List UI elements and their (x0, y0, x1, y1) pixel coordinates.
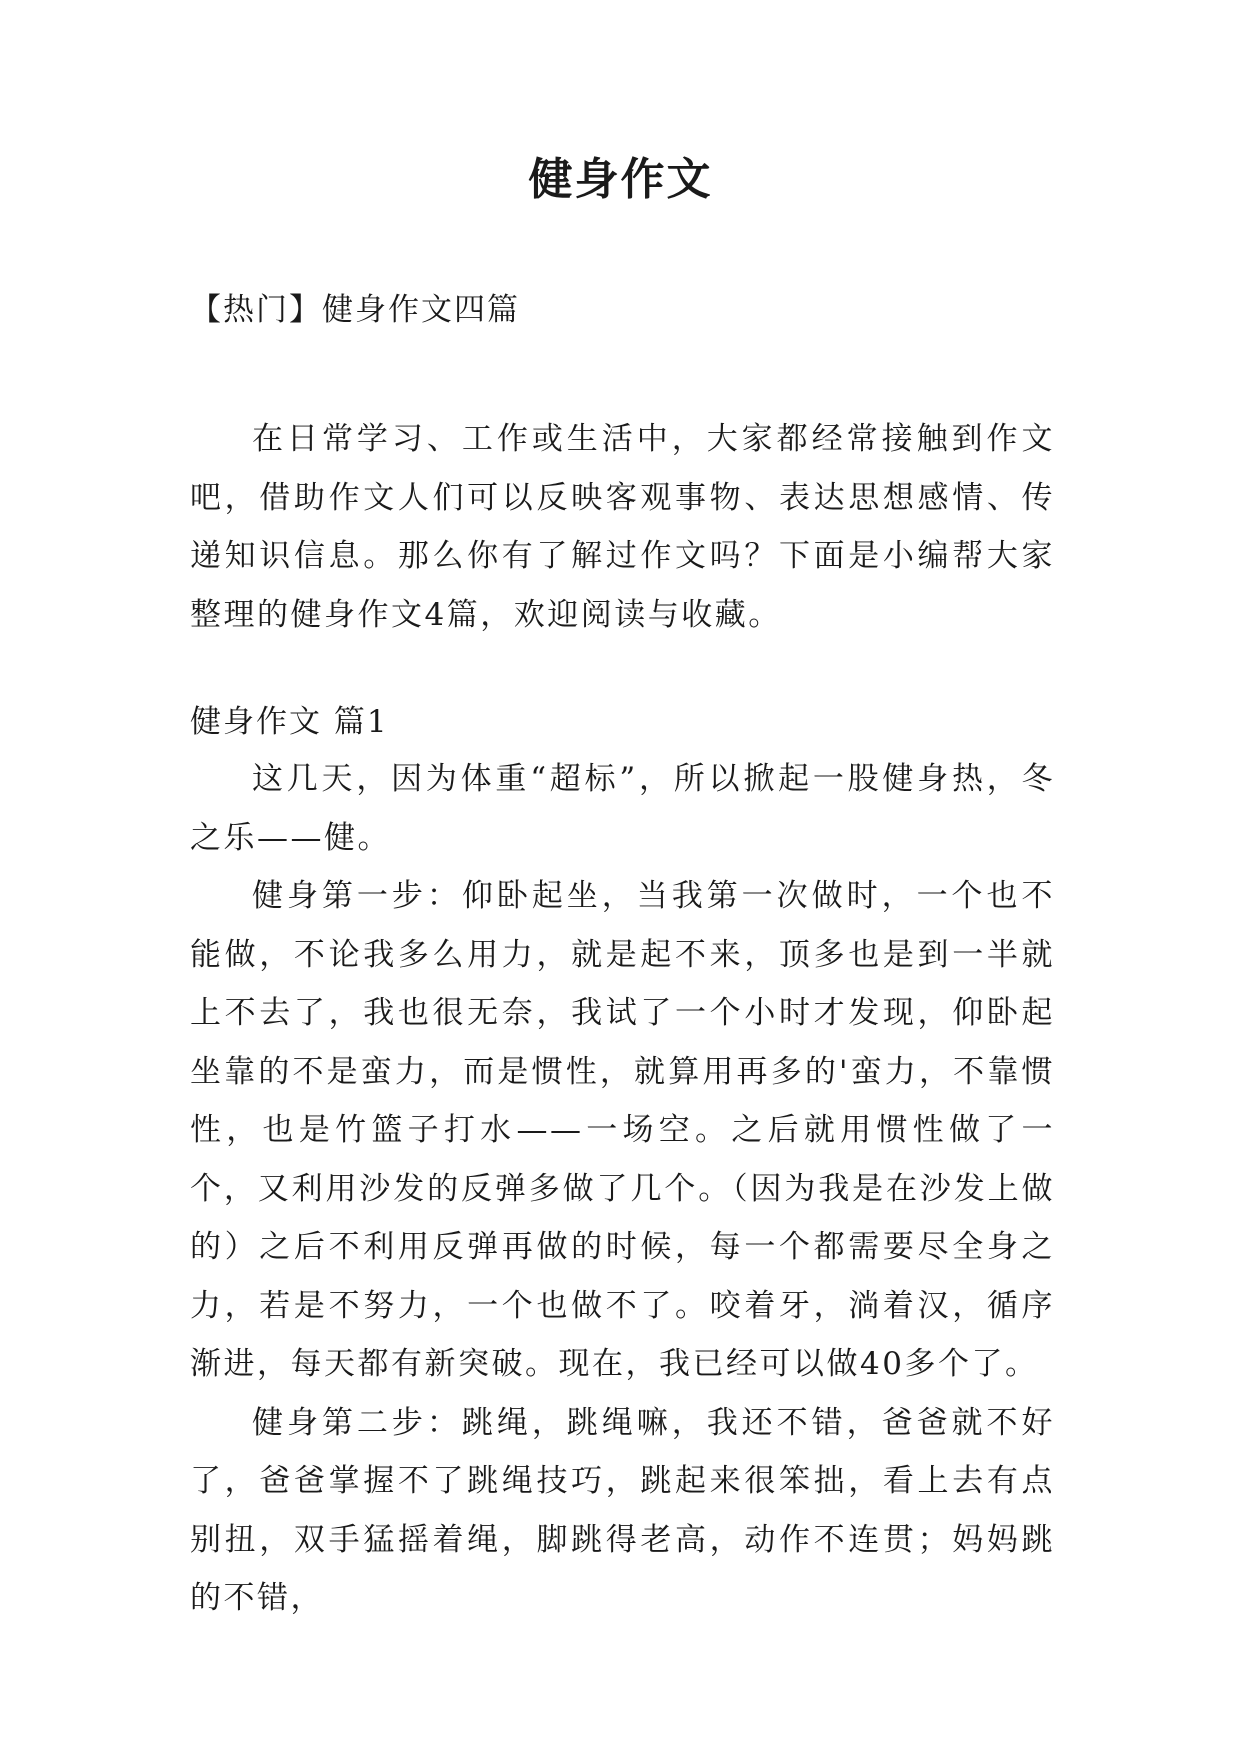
section-body (190, 750, 1055, 1628)
intro-paragraph: 在日常学习、工作或生活中，大家都经常接触到作文吧，借助作文人们可以反映客观事物、表达思想感情、传递知识信息。那么你有了解过作文吗？下面是小编帮大家整理的健身作文4篇，欢迎阅读与收藏。 (190, 421, 1055, 633)
body-paragraph-1: 这几天，因为体重“超标”，所以掀起一股健身热，冬之乐——健。 (190, 761, 1055, 856)
body-paragraph-3: 健身第二步：跳绳，跳绳嘛，我还不错，爸爸就不好了，爸爸掌握不了跳绳技巧，跳起来很笨拙，看上去有点别扭，双手猛摇着绳，脚跳得老高，动作不连贯；妈妈跳的不错， (190, 1404, 1055, 1616)
intro-block (190, 410, 1055, 644)
document-title: 健身作文 (528, 154, 713, 205)
section-heading: 健身作文 篇1 (190, 704, 389, 740)
body-paragraph-2: 健身第一步：仰卧起坐，当我第一次做时，一个也不能做，不论我多么用力，就是起不来，顶多也是到一半就上不去了，我也很无奈，我试了一个小时才发现，仰卧起坐靠的不是蛮力，而是惯性，就算用再多的'蛮力，不靠惯性，也是竹篮子打水——一场空。之后就用惯性做了一个，又利用沙发的反弹多做了几个。（因为我是在沙发上做的）之后不利用反弹再做的时候，每一个都需要尽全身之力，若是不努力，一个也做不了。咬着牙，淌着汉，循序渐进，每天都有新突破。现在，我已经可以做40多个了。 (190, 878, 1055, 1382)
document-subtitle: 【热门】健身作文四篇 (190, 292, 520, 328)
